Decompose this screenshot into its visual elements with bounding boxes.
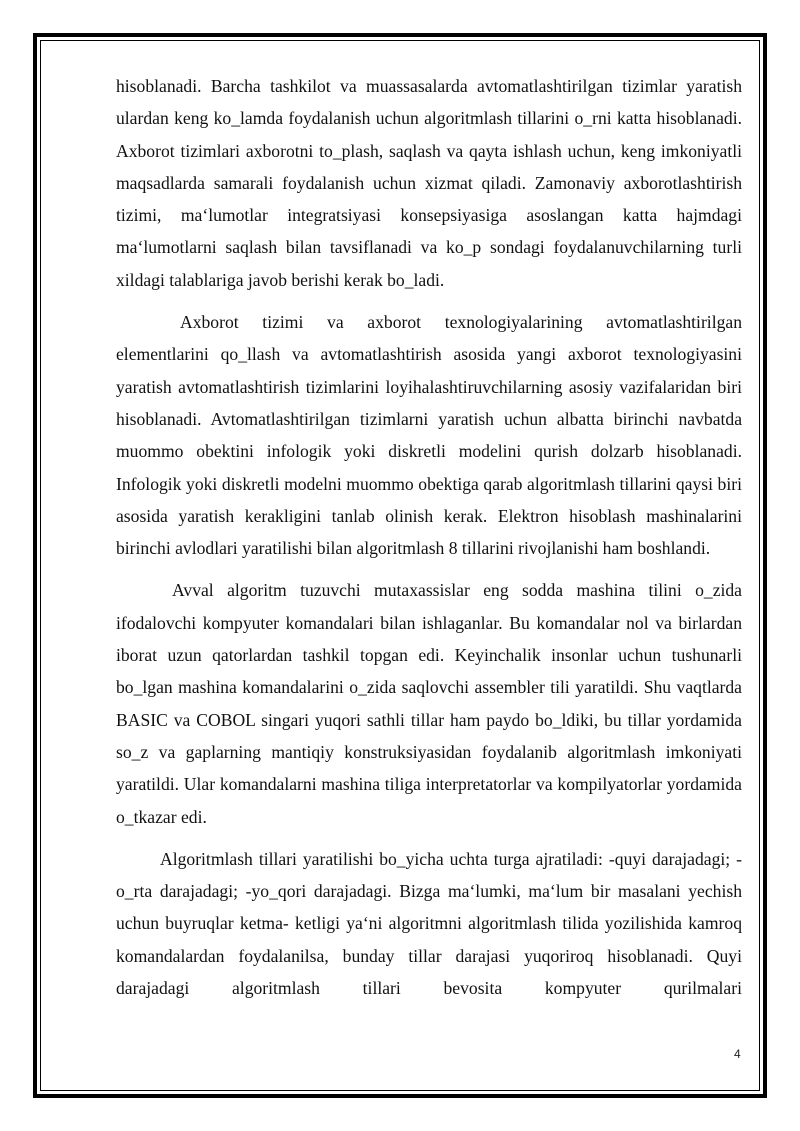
paragraph-2: Axborot tizimi va axborot texnologiyalarining avtomatlashtirilgan elementlarini qo_llash va avtomatlashtirish asosida yangi axborot texnologiyasini yaratish avtomatlashtirish tizimlarini loyihalashtiruvchilarning asosiy vazifalaridan biri hisoblanadi. Avtomatlashtirilgan tizimlarni yaratish uchun albatta birinchi navbatda muommo obektini infologik yoki diskretli modelini qurish dolzarb hisoblanadi. Infologik yoki diskretli modelni muommo obektiga qarab algoritmlash tillarini qaysi biri asosida yaratish kerakligini tanlab olinish kerak. Elektron hisoblash mashinalarini birinchi avlodlari yaratilishi bilan algoritmlash 8 tillarini rivojlanishi ham boshlandi. [116,312,742,559]
paragraph-1: hisoblanadi. Barcha tashkilot va muassasalarda avtomatlashtirilgan tizimlar yaratish ulardan keng ko_lamda foydalanish uchun algoritmlash tillarini o_rni katta hisoblanadi. Axborot tizimlari axborotni to_plash, saqlash va qayta ishlash uchun, keng imkoniyatli maqsadlarda samarali foydalanish uchun xizmat qiladi. Zamonaviy axborotlashtirish tizimi, ma‘lumotlar integratsiyasi konsepsiyasiga asoslangan katta hajmdagi ma‘lumotlarni saqlash bilan tavsiflanadi va ko_p sondagi foydalanuvchilarning turli xildagi talablariga javob berishi kerak bo_ladi. [116,76,742,290]
paragraph-4: Algoritmlash tillari yaratilishi bo_yicha uchta turga ajratiladi: -quyi darajadagi; -o_rta darajadagi; -yo_qori darajadagi. Bizga ma‘lumki, ma‘lum bir masalani yechish uchun buyruqlar ketma- ketligi ya‘ni algoritmni algoritmlash tilida yozilishida kamroq komandalardan foydalanilsa, bunday tillar darajasi yuqoriroq hisoblanadi. Quyi darajadagi algoritmlash tillari bevosita kompyuter qurilmalari [116,848,742,999]
page-number: 4 [734,1047,741,1061]
paragraph-3: Avval algoritm tuzuvchi mutaxassislar eng sodda mashina tilini o_zida ifodalovchi kompyuter komandalari bilan ishlaganlar. Bu komandalar nol va birlardan iborat uzun qatorlardan tashkil topgan edi. Keyinchalik insonlar uchun tushunarli bo_lgan mashina komandalarini o_zida saqlovchi assembler tili yaratildi. Shu vaqtlarda BASIC va COBOL singari yuqori sathli tillar ham paydo bo_ldiki, bu tillar yordamida so_z va gaplarning mantiqiy konstruksiyasidan foydalanib algoritmlash imkoniyati yaratildi. Ular komandalarni mashina tiliga interpretatorlar va kompilyatorlar yordamida o_tkazar edi. [116,580,742,827]
document-body [116,70,742,1004]
